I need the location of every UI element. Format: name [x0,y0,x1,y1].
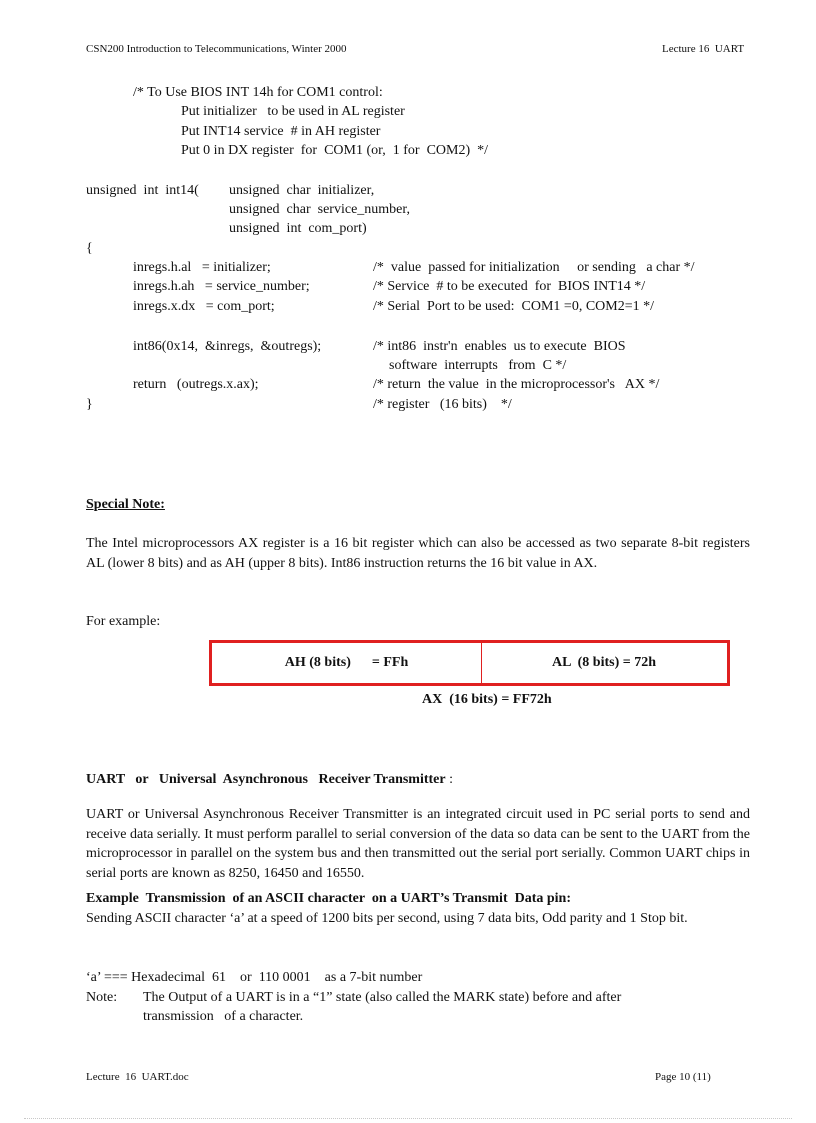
code-open-brace: { [86,241,93,256]
code-statement-4: int86(0x14, &inregs, &outregs); [133,339,322,354]
code-signature-param-3: unsigned int com_port) [229,221,367,236]
code-close-brace: } [86,397,93,412]
code-statement-5: return (outregs.x.ax); [133,377,259,392]
uart-heading-colon: : [445,772,453,787]
special-note-paragraph: The Intel microprocessors AX register is a 16 bit register which can also be accessed as two separate 8-bit registers AL (lower 8 bits) and as AH (upper 8 bits). Int86 instruction returns the 16 bit value in AX. [86,536,750,571]
register-diagram-box [209,640,730,686]
for-example-label: For example: [86,614,161,629]
al-register-cell: AL (8 bits) = 72h [551,655,657,670]
example-text: Sending ASCII character ‘a’ at a speed of 1200 bits per second, using 7 data bits, Odd parity and 1 Stop bit. [86,911,688,926]
code-comment-line-4: Put 0 in DX register for COM1 (or, 1 for COM2) */ [181,143,489,158]
code-comment-line-2: Put initializer to be used in AL register [181,104,405,119]
note-text-line-2: transmission of a character. [143,1009,304,1024]
code-signature-name: unsigned int int14( [86,183,199,198]
code-statement-2: inregs.h.ah = service_number; [133,279,310,294]
code-comment-statement-5: /* return the value in the microprocessor's AX */ [373,377,660,392]
uart-heading [86,770,453,789]
uart-heading-text: UART or Universal Asynchronous Receiver Transmitter [86,772,446,787]
code-comment-statement-4: /* int86 instr'n enables us to execute BIOS [373,339,626,354]
footer-page-number: Page 10 (11) [655,1071,711,1083]
footer-filename: Lecture 16 UART.doc [86,1071,189,1083]
page-bottom-divider [24,1118,792,1119]
uart-paragraph: UART or Universal Asynchronous Receiver Transmitter is an integrated circuit used in PC serial ports to send and receive data serially. It must perform parallel to serial conversion of the data so data can be sent to the UART from the microprocessor in parallel on the system bus and then transmitted out the serial port serially. Common UART chips in serial ports are known as 8250, 16450 and 16550. [86,807,750,881]
code-comment-statement-2: /* Service # to be executed for BIOS INT14 */ [373,279,646,294]
code-comment-statement-3: /* Serial Port to be used: COM1 =0, COM2=1 */ [373,299,655,314]
code-comment-register: /* register (16 bits) */ [373,397,512,412]
special-note-heading: Special Note: [86,497,165,512]
header-course-title: CSN200 Introduction to Telecommunications, Winter 2000 [86,43,347,55]
ah-register-cell: AH (8 bits) = FFh [212,643,482,683]
code-statement-3: inregs.x.dx = com_port; [133,299,275,314]
code-comment-statement-4-cont: software interrupts from C */ [389,358,567,373]
code-signature-param-2: unsigned char service_number, [229,202,410,217]
header-lecture-title: Lecture 16 UART [662,43,745,55]
ax-register-label: AX (16 bits) = FF72h [422,692,552,707]
code-statement-1: inregs.h.al = initializer; [133,260,271,275]
note-text-line-1: The Output of a UART is in a “1” state (also called the MARK state) before and after [143,990,622,1005]
hex-line: ‘a’ === Hexadecimal 61 or 110 0001 as a 7-bit number [86,970,423,985]
code-comment-statement-1: /* value passed for initialization or sending a char */ [373,260,695,275]
example-heading: Example Transmission of an ASCII character on a UART’s Transmit Data pin: [86,891,572,906]
code-signature-param-1: unsigned char initializer, [229,183,375,198]
code-comment-line-1: /* To Use BIOS INT 14h for COM1 control: [133,85,383,100]
note-label: Note: [86,990,118,1005]
code-comment-line-3: Put INT14 service # in AH register [181,124,381,139]
